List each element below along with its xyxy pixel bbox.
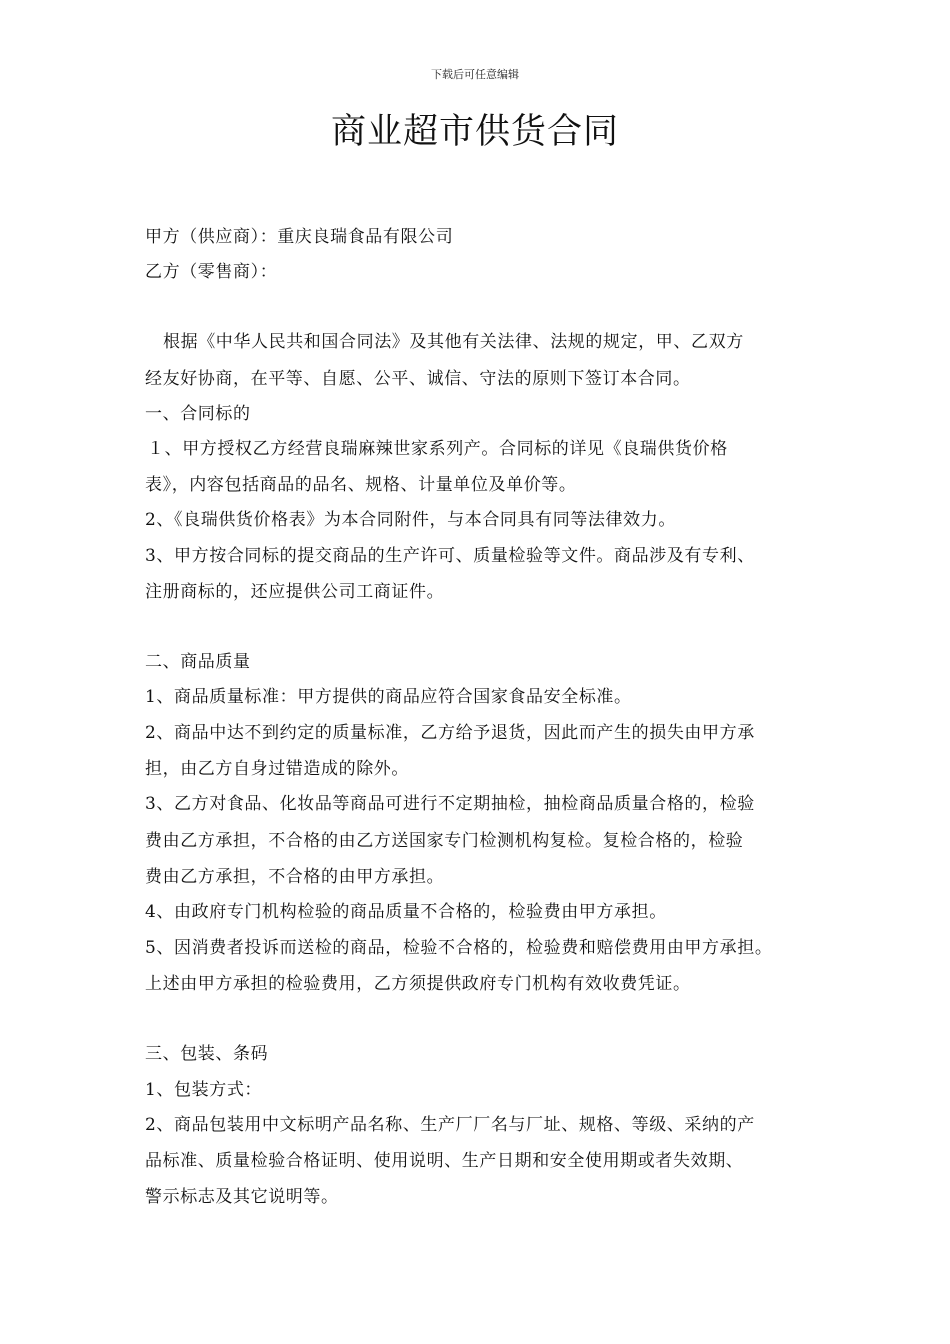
clause-line: 5、因消费者投诉而送检的商品，检验不合格的，检验费和赔偿费用由甲方承担。 (145, 938, 773, 958)
clause-line: 1、商品质量标准：甲方提供的商品应符合国家食品安全标准。 (145, 687, 632, 707)
party-b-line: 乙方（零售商）： (145, 262, 278, 282)
clause-line: 3、乙方对食品、化妆品等商品可进行不定期抽检，抽检商品质量合格的，检验 (145, 794, 755, 814)
clause-line: 表》，内容包括商品的品名、规格、计量单位及单价等。 (145, 475, 577, 495)
clause-line: 2、《良瑞供货价格表》为本合同附件，与本合同具有同等法律效力。 (145, 510, 676, 530)
clause-line: 2、商品包装用中文标明产品名称、生产厂厂名与厂址、规格、等级、采纳的产 (145, 1115, 755, 1135)
clause-line: 费由乙方承担，不合格的由乙方送国家专门检测机构复检。复检合格的，检验 (145, 831, 744, 851)
party-a-line: 甲方（供应商）：重庆良瑞食品有限公司 (145, 227, 454, 247)
section-heading: 一、合同标的 (145, 404, 251, 424)
clause-line: 费由乙方承担，不合格的由甲方承担。 (145, 867, 445, 887)
clause-line: １、甲方授权乙方经营良瑞麻辣世家系列产。合同标的详见《良瑞供货价格 (147, 439, 728, 459)
clause-line: 担，由乙方自身过错造成的除外。 (145, 759, 409, 779)
clause-line: 警示标志及其它说明等。 (145, 1187, 339, 1207)
section-heading: 三、包装、条码 (145, 1044, 269, 1064)
section-heading: 二、商品质量 (145, 652, 251, 672)
clause-line: 1、包装方式： (145, 1080, 263, 1100)
clause-line: 3、甲方按合同标的提交商品的生产许可、质量检验等文件。商品涉及有专利、 (145, 546, 755, 566)
clause-line: 4、由政府专门机构检验的商品质量不合格的，检验费由甲方承担。 (145, 902, 667, 922)
header-note: 下载后可任意编辑 (431, 68, 519, 81)
clause-line: 2、商品中达不到约定的质量标准，乙方给予退货，因此而产生的损失由甲方承 (145, 723, 755, 743)
clause-line: 注册商标的，还应提供公司工商证件。 (145, 582, 445, 602)
clause-line: 品标准、质量检验合格证明、使用说明、生产日期和安全使用期或者失效期、 (145, 1151, 744, 1171)
document-title: 商业超市供货合同 (330, 112, 619, 152)
clause-line: 上述由甲方承担的检验费用，乙方须提供政府专门机构有效收费凭证。 (145, 974, 691, 994)
preamble-line: 经友好协商，在平等、自愿、公平、诚信、守法的原则下签订本合同。 (145, 369, 691, 389)
preamble-line: 根据《中华人民共和国合同法》及其他有关法律、法规的规定，甲、乙双方 (163, 332, 744, 352)
